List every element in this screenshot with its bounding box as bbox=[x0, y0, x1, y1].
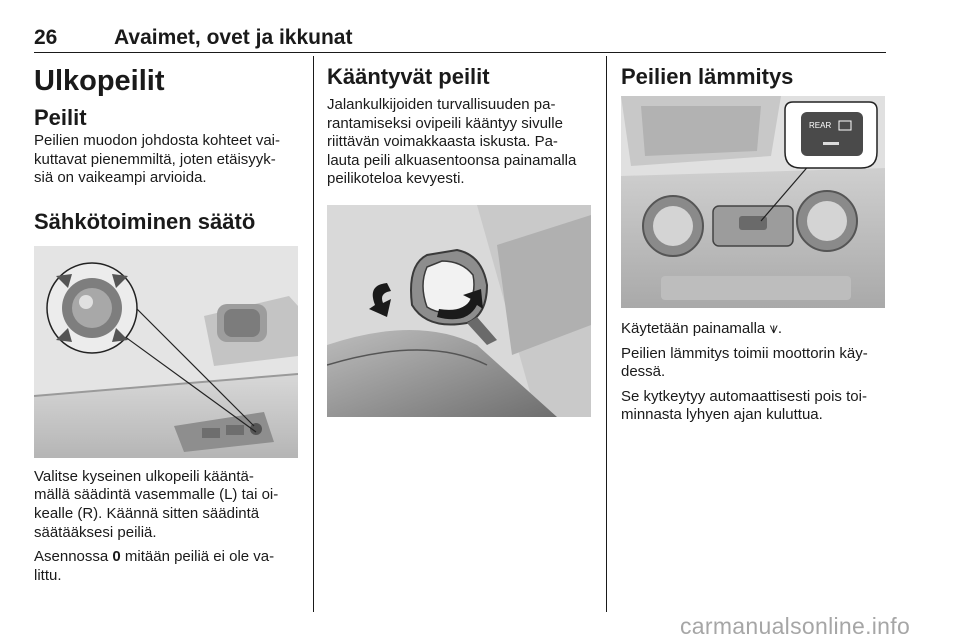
column-heated-mirrors bbox=[621, 62, 885, 425]
folding-paragraph bbox=[327, 96, 591, 189]
intro-paragraph bbox=[34, 132, 298, 188]
text-line: kuttavat pienemmiltä, joten etäisyyk- bbox=[34, 150, 276, 168]
column-folding-mirrors bbox=[327, 62, 591, 417]
chapter-title: Avaimet, ovet ja ikkunat bbox=[114, 26, 353, 49]
page-header bbox=[34, 26, 886, 53]
text-line: Peilien muodon johdosta kohteet vai- bbox=[34, 132, 280, 149]
auto-off-paragraph bbox=[621, 388, 885, 425]
watermark: carmanualsonline.info bbox=[680, 613, 911, 639]
section-title: Ulkopeilit bbox=[34, 65, 165, 97]
text-line: rantamiseksi ovipeili kääntyy sivulle bbox=[327, 114, 563, 132]
text-line: Jalankulkijoiden turvallisuuden pa- bbox=[327, 96, 556, 113]
figure-dashboard-controls bbox=[621, 96, 885, 308]
position-zero-paragraph bbox=[34, 548, 298, 585]
page-number: 26 bbox=[34, 26, 58, 49]
text-line: riittävän voimakkaasta iskusta. Pa- bbox=[327, 133, 558, 151]
text-line: säätääksesi peiliä. bbox=[34, 523, 157, 541]
text-line: Valitse kyseinen ulkopeili kääntä- bbox=[34, 467, 254, 485]
position-zero-label: 0 bbox=[112, 548, 121, 566]
text-line: lauta peili alkuasentoonsa painamalla bbox=[327, 151, 577, 169]
heated-mirror-symbol-icon: ⩛ bbox=[769, 320, 778, 337]
text-line: Peilien lämmitys toimii moottorin käy- bbox=[621, 344, 868, 362]
column-divider bbox=[313, 56, 314, 612]
section-title: Peilien lämmitys bbox=[621, 64, 794, 89]
text-line: siä on vaikeampi arvioida. bbox=[34, 169, 207, 187]
instruction-paragraph bbox=[34, 468, 298, 542]
column-divider bbox=[606, 56, 607, 612]
section-title: Kääntyvät peilit bbox=[327, 64, 490, 89]
figure-mirror-adjuster bbox=[34, 246, 298, 458]
column-exterior-mirrors bbox=[34, 62, 298, 585]
text-line: peilikoteloa kevyesti. bbox=[327, 170, 465, 188]
text-line: kealle (R). Käännä sitten säädintä bbox=[34, 504, 260, 522]
operation-paragraph bbox=[621, 345, 885, 382]
subsection-title: Sähkötoiminen säätö bbox=[34, 208, 256, 234]
figure-folding-mirror bbox=[327, 205, 591, 417]
text-line: mällä säädintä vasemmalle (L) tai oi- bbox=[34, 486, 279, 504]
text-line: littu. bbox=[34, 566, 62, 584]
subsection-title: Peilit bbox=[34, 105, 87, 130]
text-line: Asennossa 0 mitään peiliä ei ole va- bbox=[34, 548, 275, 566]
usage-paragraph: Käytetään painamalla ⩛. bbox=[621, 320, 783, 337]
text-line: minnasta lyhyen ajan kuluttua. bbox=[621, 406, 823, 424]
text-line: Se kytkeytyy automaattisesti pois toi- bbox=[621, 387, 867, 405]
text-line: dessä. bbox=[621, 363, 666, 381]
rear-button-label: REAR bbox=[809, 121, 832, 130]
